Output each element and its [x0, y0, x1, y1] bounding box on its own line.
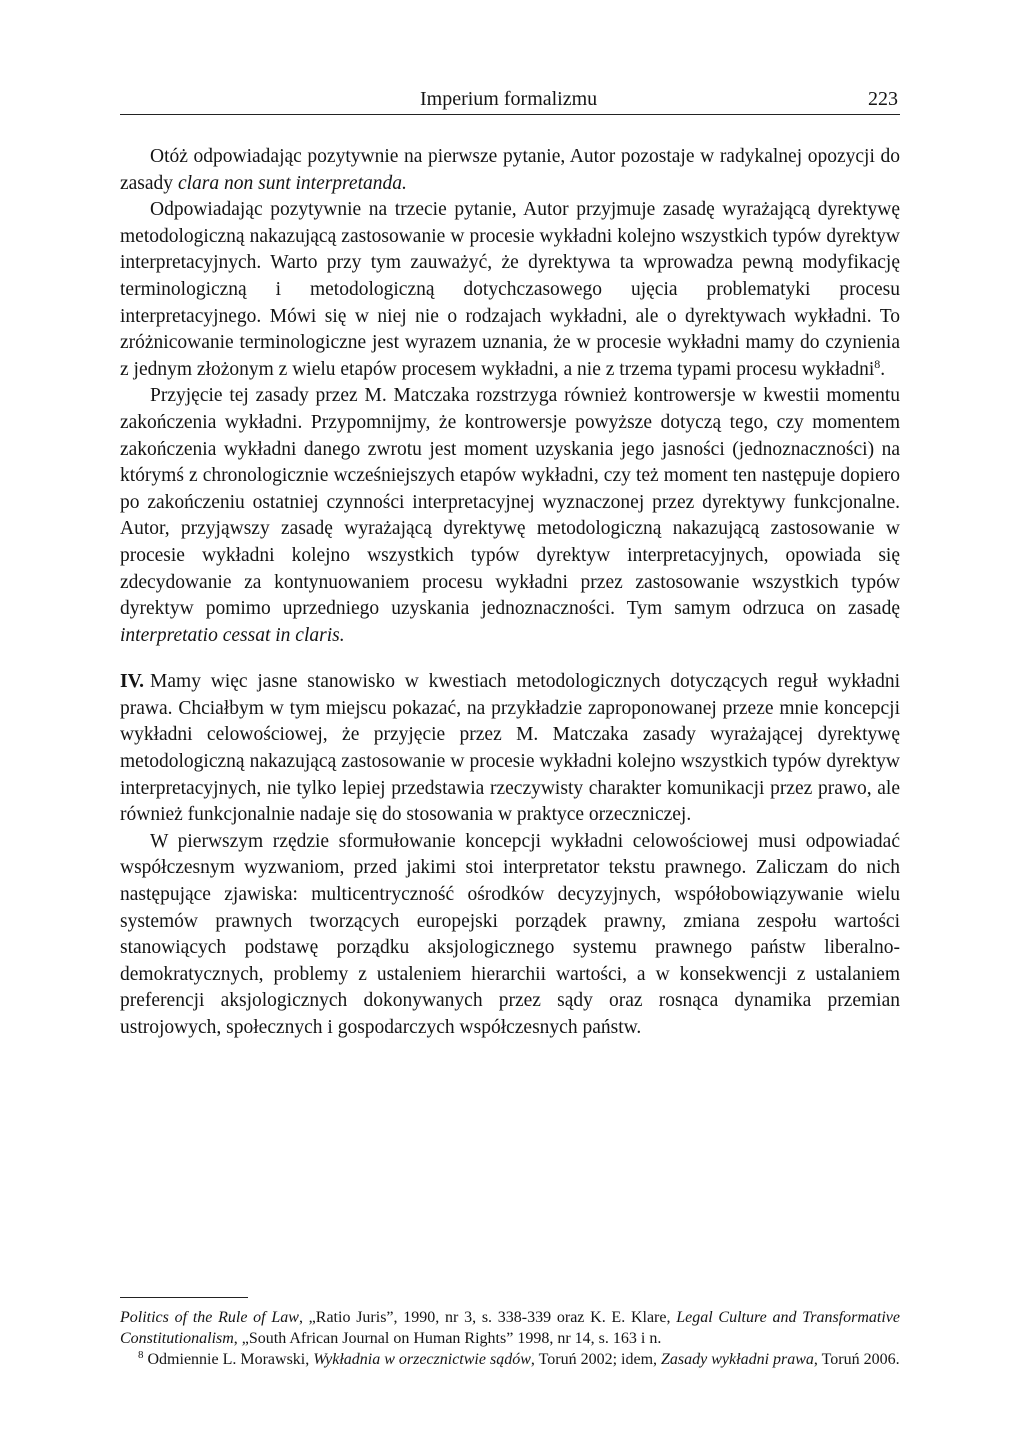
italic-phrase: clara non sunt interpretanda. [177, 172, 407, 194]
paragraph [120, 383, 900, 649]
main-text [120, 144, 900, 1042]
italic-title: Legal Culture and Transformative Constitutionalism [120, 1309, 900, 1347]
footnote-continuation [120, 1307, 900, 1349]
footnote-reference: 8 [874, 356, 881, 371]
text-run: Odmiennie L. Morawski, [147, 1351, 314, 1368]
text-run: Mamy więc jasne stanowisko w kwestiach metodologicznych dotyczących reguł wykładni prawa. Chciałbym w tym miejscu pokazać, na przykładzie zaproponowanej przeze mnie koncepcji wykładni celowościowej, że przyjęcie przez M. Matczaka zasady wyrażającej dyrektywę metodologiczną nakazującą zastosowanie w procesie wykładni kolejno wszystkich typów dyrektyw interpretacyjnych, nie tylko lepiej przedstawia rzeczywisty charakter komunikacji przez prawo, ale również funkcjonalnie nadaje się do stosowania w praktyce orzeczniczej. [120, 671, 900, 826]
section-number: IV. [120, 671, 145, 693]
text-run: . [880, 358, 886, 380]
footnote-8 [120, 1349, 900, 1370]
paragraph [120, 197, 900, 383]
text-run: , „Ratio Juris”, 1990, nr 3, s. 338-339 oraz K. E. Klare, [298, 1309, 677, 1326]
text-run: , Toruń 2002; idem, [530, 1351, 662, 1368]
page-number: 223 [868, 88, 898, 110]
text-run: , „South African Journal on Human Rights” 1998, nr 14, s. 163 i n. [233, 1330, 662, 1347]
text-run: Przyjęcie tej zasady przez M. Matczaka rozstrzyga również kontrowersje w kwestii momentu zakończenia wykładni. Przypomnijmy, że kontrowersje powyższe dotyczą tego, czy momentem zakończenia wykładni danego zwrotu jest moment uzyskania jego jasności (jednoznaczności) na którymś z chronologicznie wcześniejszych etapów wykładni, czy też moment ten następuje dopiero po zakończeniu ostatniej czynności interpretacyjnej wyznaczonej przez dyrektywy funkcjonalne. Autor, przyjąwszy zasadę wyrażającą dyrektywę metodologiczną nakazującą zastosowanie w procesie wykładni kolejno wszystkich typów dyrektyw interpretacyjnych, opowiada się zdecydowanie za kontynuowaniem procesu wykładni przez zastosowanie wszystkich typów dyrektyw pomimo uprzedniego uzyskania jednoznaczności. Tym samym odrzuca on zasadę [120, 385, 900, 620]
text-run: W pierwszym rzędzie sformułowanie koncepcji wykładni celowościowej musi odpowiadać współczesnym wyzwaniom, przed jakimi stoi interpretator tekstu prawnego. Zaliczam do nich następujące zjawiska: multicentryczność ośrodków decyzyjnych, współobowiązywanie wielu systemów prawnych tworzących europejski porządek prawny, zmiana zespołu wartości stanowiących podstawę porządku aksjologicznego systemu prawnego państw liberalno-demokratycznych, problemy z ustaleniem hierarchii wartości, a w konsekwencji z ustalaniem preferencji aksjologicznych dokonywanych przez sądy oraz rosnąca dynamika przemian ustrojowych, społecznych i gospodarczych współczesnych państw. [120, 830, 900, 1038]
text-run: , Toruń 2006. [813, 1351, 900, 1368]
footnotes [120, 1307, 900, 1370]
running-title: Imperium formalizmu [420, 88, 598, 110]
footnote-separator [120, 1297, 248, 1298]
paragraph [120, 829, 900, 1042]
text-run: Otóż odpowiadając pozytywnie na pierwsze pytanie, Autor pozostaje w radykalnej opozycji do zasady [120, 146, 900, 194]
section-paragraph [120, 669, 900, 829]
paragraph [120, 144, 900, 197]
running-header [120, 86, 900, 115]
italic-title: Wykładnia w orzecznictwie sądów [313, 1351, 531, 1368]
footnote-number: 8 [138, 1349, 144, 1361]
text-run: Odpowiadając pozytywnie na trzecie pytanie, Autor przyjmuje zasadę wyrażającą dyrektywę metodologiczną nakazującą zastosowanie w procesie wykładni kolejno wszystkich typów dyrektyw interpretacyjnych. Warto przy tym zauważyć, że dyrektywa ta wprowadza pewną modyfikację terminologiczną i metodologiczną dotychczasowego ujęcia problematyki procesu interpretacyjnego. Mówi się w niej nie o rodzajach wykładni, ale o dyrektywach wykładni. To zróżnicowanie terminologiczne jest wyrazem uznania, że w procesie wykładni mamy do czynienia z jednym złożonym z wielu etapów procesem wykładni, a nie z trzema typami procesu wykładni [120, 199, 900, 380]
italic-title: Zasady wykładni prawa [661, 1351, 814, 1368]
italic-phrase: interpretatio cessat in claris. [120, 624, 345, 646]
italic-title: Politics of the Rule of Law [120, 1309, 299, 1326]
